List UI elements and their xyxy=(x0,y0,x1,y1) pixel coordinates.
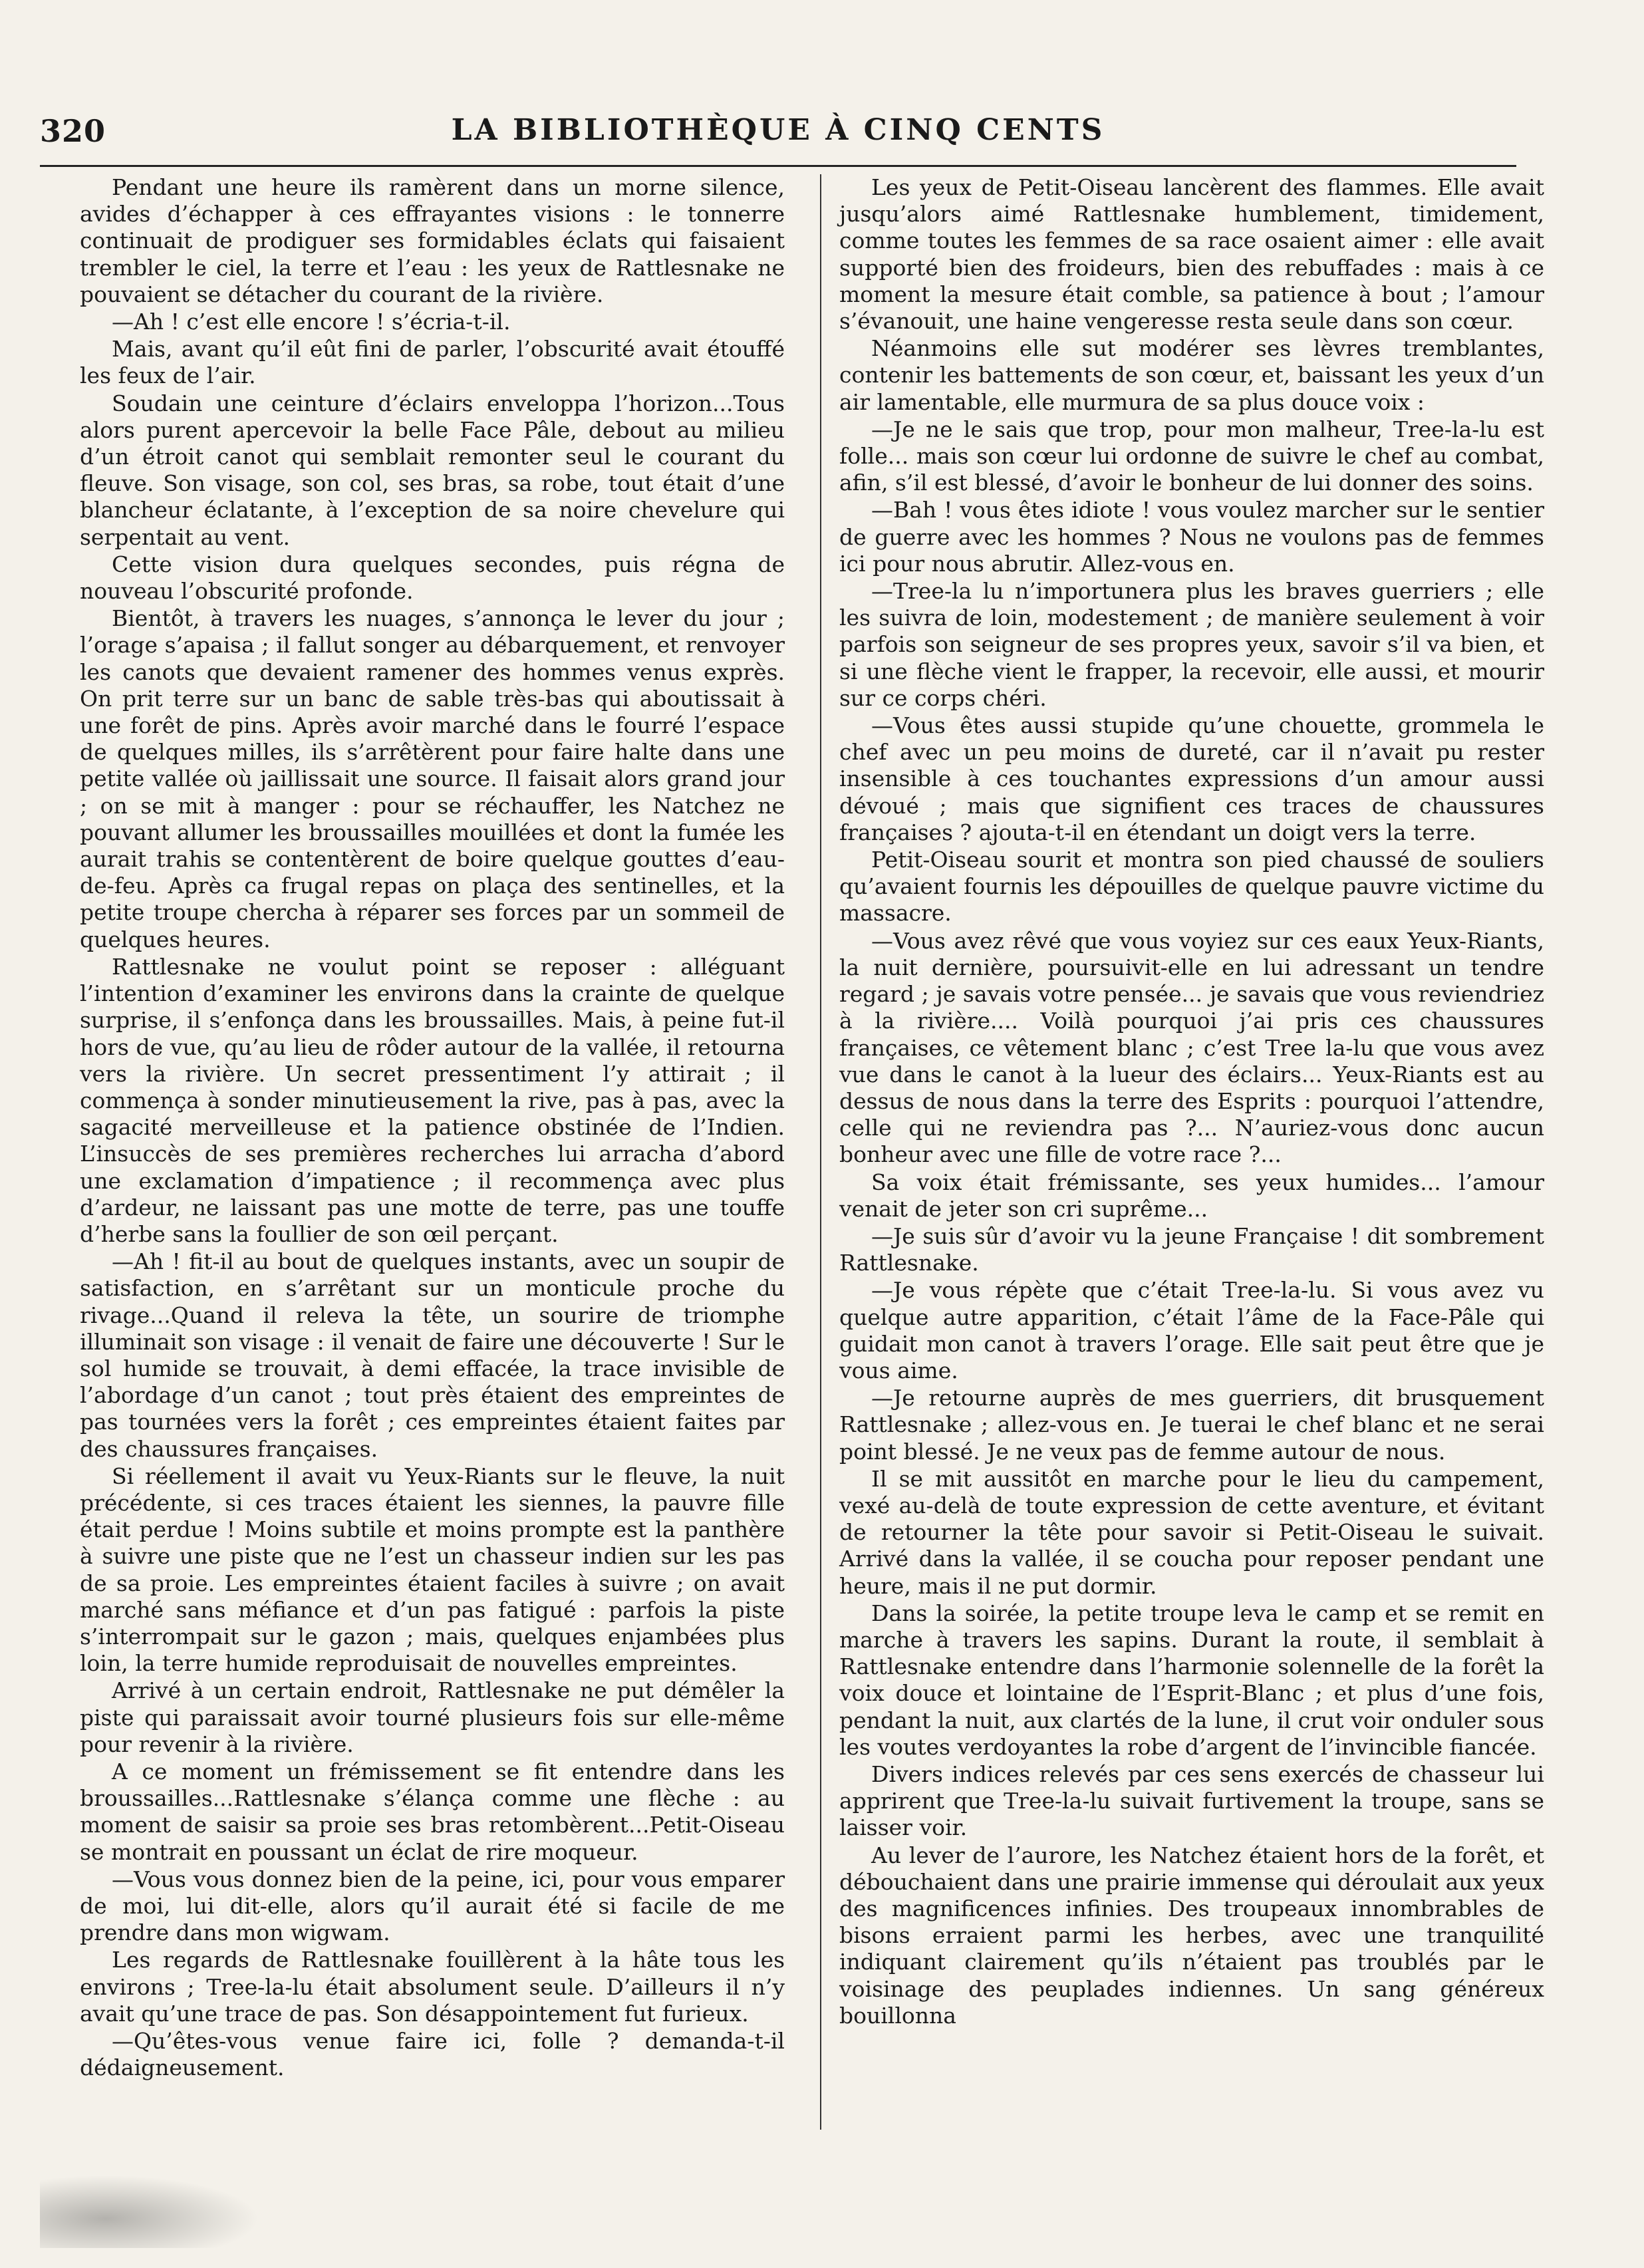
paragraph: Néanmoins elle sut modérer ses lèvres tremblantes, contenir les battements de son cœur, et, baissant les yeux d’un air lamentable, elle murmura de sa plus douce voix : xyxy=(839,335,1544,415)
paragraph: —Je vous répète que c’était Tree-la-lu. Si vous avez vu quelque autre apparition, c’était l’âme de la Face-Pâle qui guidait mon canot à travers l’orage. Elle sait peut être que je vous aime. xyxy=(839,1277,1544,1383)
paragraph: —Je suis sûr d’avoir vu la jeune Française ! dit sombrement Rattlesnake. xyxy=(839,1222,1544,1276)
paragraph: —Vous êtes aussi stupide qu’une chouette, grommela le chef avec un peu moins de dureté, car il n’avait pu rester insensible à ces touchantes expressions d’un amour aussi dévoué ; mais que signifient ces traces de chaussures françaises ? ajouta-t-il en étendant un doigt vers la terre. xyxy=(839,712,1544,845)
paragraph: Les regards de Rattlesnake fouillèrent à la hâte tous les environs ; Tree-la-lu était absolument seule. D’ailleurs il n’y avait qu’une trace de pas. Son désappointement fut furieux. xyxy=(80,1947,785,2027)
paragraph: A ce moment un frémissement se fit entendre dans les broussailles...Rattlesnake s’élança comme une flèche : au moment de saisir sa proie ses bras retombèrent...Petit-Oiseau se montrait en poussant un éclat de rire moqueur. xyxy=(80,1758,785,1865)
paragraph: —Je ne le sais que trop, pour mon malheur, Tree-la-lu est folle... mais son cœur lui ordonne de suivre le chef au combat, afin, s’il est blessé, d’avoir le bonheur de lui donner des soins. xyxy=(839,416,1544,496)
paragraph: —Vous avez rêvé que vous voyiez sur ces eaux Yeux-Riants, la nuit dernière, poursuivit-elle en lui adressant un tendre regard ; je savais votre pensée... je savais que vous reviendriez à la rivière.... Voilà pourquoi j’ai pris ces chaussures françaises, ce vêtement blanc ; c’est Tree la-lu que vous avez vue dans le canot à la lueur des éclairs... Yeux-Riants est au dessus de nous dans la terre des Esprits : pourquoi l’attendre, celle qui ne reviendra pas ?... N’auriez-vous donc aucun bonheur avec une fille de votre race ?... xyxy=(839,927,1544,1168)
paragraph: Mais, avant qu’il eût fini de parler, l’obscurité avait étouffé les feux de l’air. xyxy=(80,336,785,389)
paragraph: Les yeux de Petit-Oiseau lancèrent des flammes. Elle avait jusqu’alors aimé Rattlesnake humblement, timidement, comme toutes les femmes de sa race osaient aimer : elle avait supporté bien des froideurs, bien des rebuffades : mais à ce moment la mesure était comble, sa patience à bout ; l’amour s’évanouit, une haine vengeresse resta seule dans son cœur. xyxy=(839,174,1544,335)
paragraph: Petit-Oiseau sourit et montra son pied chaussé de souliers qu’avaient fournis les dépouilles de quelque pauvre victime du massacre. xyxy=(839,847,1544,926)
paragraph: —Qu’êtes-vous venue faire ici, folle ? demanda-t-il dédaigneusement. xyxy=(80,2028,785,2081)
paragraph: Bientôt, à travers les nuages, s’annonça le lever du jour ; l’orage s’apaisa ; il fallut songer au débarquement, et renvoyer les canots que devaient ramener des hommes venus exprès. On prit terre sur un banc de sable très-bas qui aboutissait à une forêt de pins. Après avoir marché dans le fourré l’espace de quelques milles, ils s’arrêtèrent pour faire halte dans une petite vallée où jaillissait une source. Il faisait alors grand jour ; on se mit à manger : pour se réchauffer, les Natchez ne pouvant allumer les broussailles mouillées et dont la fumée les aurait trahis se contentèrent de boire quelque gouttes d’eau-de-feu. Après ca frugal repas on plaça des sentinelles, et la petite troupe chercha à réparer ses forces par un sommeil de quelques heures. xyxy=(80,605,785,952)
scan-smudge xyxy=(40,2175,259,2248)
right-column xyxy=(839,174,1544,2030)
paragraph: Si réellement il avait vu Yeux-Riants sur le fleuve, la nuit précédente, si ces traces étaient les siennes, la pauvre fille était perdue ! Moins subtile et moins prompte est la panthère à suivre une piste que ne l’est un chasseur indien sur les pas de sa proie. Les empreintes étaient faciles à suivre ; on avait marché sans méfiance et d’un pas fatigué : parfois la piste s’interrompait sur le gazon ; mais, quelques enjambées plus loin, la terre humide reproduisait de nouvelles empreintes. xyxy=(80,1463,785,1677)
running-title: LA BIBLIOTHÈQUE À CINQ CENTS xyxy=(451,113,1105,147)
page-number: 320 xyxy=(40,113,106,149)
paragraph: Arrivé à un certain endroit, Rattlesnake ne put démêler la piste qui paraissait avoir tourné plusieurs fois sur elle-même pour revenir à la rivière. xyxy=(80,1677,785,1757)
column-divider xyxy=(820,174,821,2130)
paragraph: Sa voix était frémissante, ses yeux humides... l’amour venait de jeter son cri suprême... xyxy=(839,1169,1544,1222)
paragraph: Soudain une ceinture d’éclairs enveloppa l’horizon...Tous alors purent apercevoir la belle Face Pâle, debout au milieu d’un étroit canot qui semblait remonter seul le courant du fleuve. Son visage, son col, ses bras, sa robe, tout était d’une blancheur éclatante, à l’exception de sa noire chevelure qui serpentait au vent. xyxy=(80,390,785,550)
paragraph: Dans la soirée, la petite troupe leva le camp et se remit en marche à travers les sapins. Durant la route, il semblait à Rattlesnake entendre dans l’harmonie solennelle de la forêt la voix douce et lointaine de l’Esprit-Blanc ; et plus d’une fois, pendant la nuit, aux clartés de la lune, il crut voir onduler sous les voutes verdoyantes la robe d’argent de l’invincible fiancée. xyxy=(839,1600,1544,1760)
paragraph: Divers indices relevés par ces sens exercés de chasseur lui apprirent que Tree-la-lu suivait furtivement la troupe, sans se laisser voir. xyxy=(839,1761,1544,1841)
paragraph: —Vous vous donnez bien de la peine, ici, pour vous emparer de moi, lui dit-elle, alors qu’il aurait été si facile de me prendre dans mon wigwam. xyxy=(80,1866,785,1946)
paragraph: —Ah ! c’est elle encore ! s’écria-t-il. xyxy=(112,309,511,335)
paragraph: Au lever de l’aurore, les Natchez étaient hors de la forêt, et débouchaient dans une prairie immense qui déroulait aux yeux des magnificences infinies. Des troupeaux innombrables de bisons erraient parmi les herbes, avec une tranquilité indiquant clairement qu’ils n’étaient pas troublés par le voisinage des peuplades indiennes. Un sang généreux bouillonna xyxy=(839,1842,1544,2029)
paragraph: —Tree-la lu n’importunera plus les braves guerriers ; elle les suivra de loin, modestement ; de manière seulement à voir parfois son seigneur de ses propres yeux, savoir s’il va bien, et si une flèche vient le frapper, la recevoir, elle aussi, et mourir sur ce corps chéri. xyxy=(839,578,1544,711)
paragraph: Pendant une heure ils ramèrent dans un morne silence, avides d’échapper à ces effrayantes visions : le tonnerre continuait de prodiguer ses formidables éclats qui faisaient trembler le ciel, la terre et l’eau : les yeux de Rattlesnake ne pouvaient se détacher du courant de la rivière. xyxy=(80,174,785,307)
left-column xyxy=(80,174,785,2082)
paragraph: Rattlesnake ne voulut point se reposer : alléguant l’intention d’examiner les environs dans la crainte de quelque surprise, il s’enfonça dans les broussailles. Mais, à peine fut-il hors de vue, qu’au lieu de rôder autour de la vallée, il retourna vers la rivière. Un secret pressentiment l’y attirait ; il commença à sonder minutieusement la rive, pas à pas, avec la sagacité merveilleuse et la patience obstinée de l’Indien. L’insuccès de ses premières recherches lui arracha d’abord une exclamation d’impatience ; il recommença avec plus d’ardeur, ne laissant pas une motte de terre, pas une touffe d’herbe sans la foullier de son œil perçant. xyxy=(80,953,785,1247)
paragraph: —Bah ! vous êtes idiote ! vous voulez marcher sur le sentier de guerre avec les hommes ? Nous ne voulons pas de femmes ici pour nous abrutir. Allez-vous en. xyxy=(839,497,1544,577)
header-rule xyxy=(40,165,1516,167)
page-header xyxy=(40,113,1516,160)
paragraph: Cette vision dura quelques secondes, puis régna de nouveau l’obscurité profonde. xyxy=(80,551,785,605)
paragraph: Il se mit aussitôt en marche pour le lieu du campement, vexé au-delà de toute expression de cette aventure, et évitant de retourner la tête pour savoir si Petit-Oiseau le suivait. Arrivé dans la vallée, il se coucha pour reposer pendant une heure, mais il ne put dormir. xyxy=(839,1465,1544,1599)
paragraph: —Je retourne auprès de mes guerriers, dit brusquement Rattlesnake ; allez-vous en. Je tuerai le chef blanc et ne serai point blessé. Je ne veux pas de femme autour de nous. xyxy=(839,1385,1544,1465)
paragraph: —Ah ! fit-il au bout de quelques instants, avec un soupir de satisfaction, en s’arrêtant sur un monticule proche du rivage...Quand il releva la tête, un sourire de triomphe illuminait son visage : il venait de faire une découverte ! Sur le sol humide se trouvait, à demi effacée, la trace invisible de l’abordage d’un canot ; tout près étaient des empreintes de pas tournées vers la forêt ; ces empreintes étaient faites par des chaussures françaises. xyxy=(80,1248,785,1462)
